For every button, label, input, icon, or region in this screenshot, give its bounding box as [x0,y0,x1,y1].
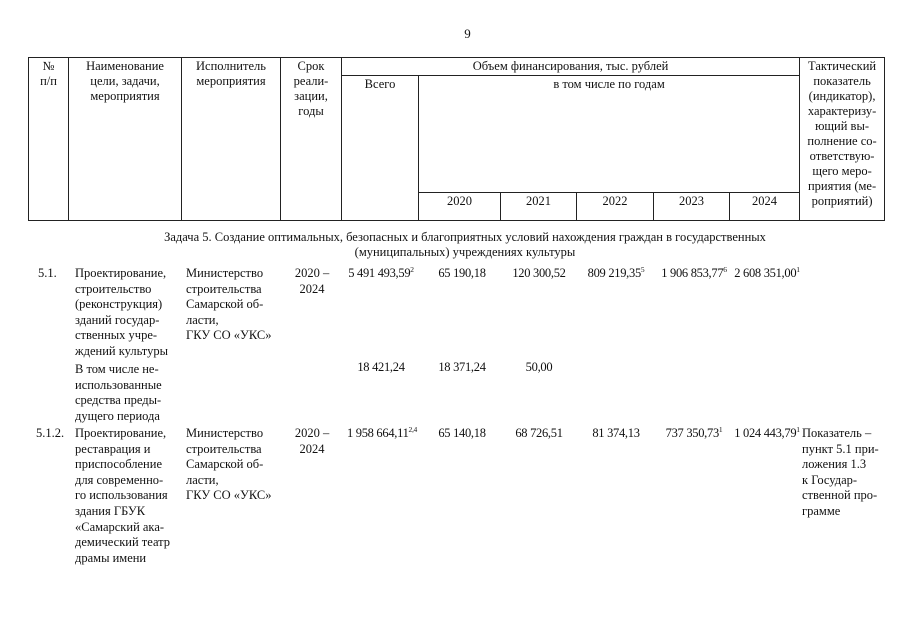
header-table [28,57,885,221]
row-2020: 65 190,18 [438,266,486,280]
row-2024: 2 608 351,00$^1$ [734,264,800,280]
row-term: 2020 – 2024 [294,426,330,456]
header-year-2024: 2024 [730,193,800,221]
row-2024: 1 024 443,79$^1$ [734,424,800,440]
row-term: 2020 – 2024 [294,266,330,296]
header-year-2021: 2021 [501,193,577,221]
page-number: 9 [464,26,471,41]
row-executor: Министерство строительства Самарской об- ласти, ГКУ СО «УКС» [186,266,272,343]
header-funding: Объем финансирования, тыс. рублей [342,58,800,76]
header-total: Всего [342,76,419,221]
header-term: Срок реали- зации, годы [281,58,342,221]
row-total: 18 421,24 [357,360,405,374]
row-total: 1 958 664,11$^{2,4}$ [346,424,418,440]
row-2021: 68 726,51 [515,426,563,440]
row-indicator: Показатель – пункт 5.1 при- ложения 1.3 к Государ- ственной про- грамме [802,426,879,518]
row-number: 5.1. [38,266,57,280]
row-total: 5 491 493,59$^2$ [348,264,414,280]
row-name: Проектирование, строительство (реконструкция) зданий государ- ственных учре- ждений культуры [75,266,168,358]
header-indicator: Тактический показатель (индикатор), характеризу- ющий вы- полнение со- ответствую- щего меро- приятия (ме- роприятий) [800,58,885,221]
header-year-2022: 2022 [577,193,654,221]
header-name: Наименование цели, задачи, мероприятия [69,58,182,221]
task-heading: Задача 5. Создание оптимальных, безопасных и благоприятных условий нахождения граждан в государственных (муниципальных) учреждениях культуры [164,230,766,259]
header-year-2023: 2023 [654,193,730,221]
header-year-2020: 2020 [419,193,501,221]
header-number: № п/п [29,58,69,221]
row-2020: 18 371,24 [438,360,486,374]
row-2023: 737 350,73$^1$ [665,424,723,440]
row-2021: 50,00 [525,360,553,374]
header-by-years: в том числе по годам [419,76,800,193]
row-2020: 65 140,18 [438,426,486,440]
row-2022: 809 219,35$^5$ [587,264,645,280]
header-executor: Исполнитель мероприятия [182,58,281,221]
row-2023: 1 906 853,77$^6$ [661,264,727,280]
row-name: Проектирование, реставрация и приспособление для современно- го использования здания ГБУК «Самарский ака- демический театр драмы имени [75,426,171,565]
row-2021: 120 300,52 [512,266,566,280]
row-name: В том числе не- использованные средства преды- дущего периода [75,362,162,423]
row-2022: 81 374,13 [592,426,640,440]
row-executor: Министерство строительства Самарской об- ласти, ГКУ СО «УКС» [186,426,272,503]
row-number: 5.1.2. [36,426,65,440]
